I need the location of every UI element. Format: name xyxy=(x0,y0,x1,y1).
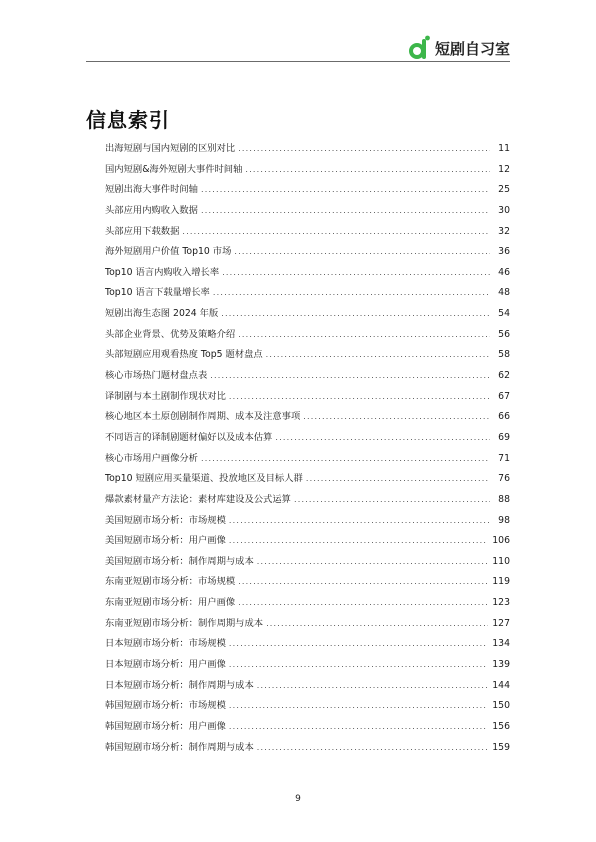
toc-entry-label: 核心市场用户画像分析 xyxy=(105,452,198,464)
toc-entry-label: 核心市场热门题材盘点表 xyxy=(105,370,208,382)
toc-entry-page: 12 xyxy=(498,163,510,175)
toc-entry[interactable] xyxy=(105,532,510,553)
toc-dot-leader xyxy=(229,660,488,669)
toc-entry[interactable] xyxy=(105,181,510,202)
toc-entry-label: Top10 语言下载量增长率 xyxy=(105,287,210,299)
toc-entry-label: 美国短剧市场分析：市场规模 xyxy=(105,514,226,526)
toc-dot-leader xyxy=(229,392,490,401)
toc-entry[interactable] xyxy=(105,264,510,285)
toc-dot-leader xyxy=(266,619,488,628)
toc-dot-leader xyxy=(238,330,490,339)
toc-dot-leader xyxy=(238,144,490,153)
toc-entry-label: 头部应用下载数据 xyxy=(105,225,180,237)
toc-entry-page: 156 xyxy=(492,720,510,732)
toc-dot-leader xyxy=(213,288,490,297)
toc-entry[interactable] xyxy=(105,512,510,533)
toc-dot-leader xyxy=(234,247,490,256)
toc-entry-label: 日本短剧市场分析：制作周期与成本 xyxy=(105,679,254,691)
page-number: 9 xyxy=(295,794,301,804)
toc-dot-leader xyxy=(229,516,490,525)
toc-entry-page: 134 xyxy=(492,638,510,650)
toc-dot-leader xyxy=(306,474,490,483)
toc-entry-label: 美国短剧市场分析：用户画像 xyxy=(105,535,226,547)
toc-entry-label: 核心地区本土原创剧制作周期、成本及注意事项 xyxy=(105,411,301,423)
toc-dot-leader xyxy=(201,185,490,194)
toc-entry[interactable] xyxy=(105,470,510,491)
toc-entry-page: 25 xyxy=(498,184,510,196)
toc-entry-page: 67 xyxy=(498,390,510,402)
toc-entry-label: 头部短剧应用观看热度 Top5 题材盘点 xyxy=(105,349,263,361)
toc-entry-label: 出海短剧与国内短剧的区别对比 xyxy=(105,143,236,154)
toc-entry[interactable] xyxy=(105,429,510,450)
toc-entry-page: 69 xyxy=(498,431,510,443)
toc-dot-leader xyxy=(210,371,490,380)
toc-entry-page: 144 xyxy=(492,679,510,691)
toc-dot-leader xyxy=(221,309,490,318)
toc-entry-label: 头部应用内购收入数据 xyxy=(105,204,198,216)
toc-entry[interactable] xyxy=(105,594,510,615)
toc-entry-label: Top10 短剧应用买量渠道、投放地区及目标人群 xyxy=(105,473,303,485)
toc-entry[interactable] xyxy=(105,367,510,388)
toc-entry-label: 不同语言的译制剧题材偏好以及成本估算 xyxy=(105,431,273,443)
toc-entry-label: 爆款素材量产方法论：素材库建设及公式运算 xyxy=(105,493,291,505)
toc-entry-label: 日本短剧市场分析：市场规模 xyxy=(105,638,226,650)
toc-entry[interactable] xyxy=(105,161,510,182)
toc-entry-page: 32 xyxy=(498,225,510,237)
toc-entry-page: 56 xyxy=(498,328,510,340)
toc-dot-leader xyxy=(257,743,488,752)
toc-entry-label: Top10 语言内购收入增长率 xyxy=(105,266,220,278)
toc-entry-label: 短剧出海生态图 2024 年版 xyxy=(105,308,219,320)
toc-entry-page: 106 xyxy=(492,535,510,547)
toc-entry-label: 美国短剧市场分析：制作周期与成本 xyxy=(105,555,254,567)
toc-dot-leader xyxy=(229,639,488,648)
toc-entry[interactable] xyxy=(105,388,510,409)
toc-entry-page: 127 xyxy=(492,617,510,629)
toc-entry[interactable] xyxy=(105,491,510,512)
toc-entry-label: 韩国短剧市场分析：制作周期与成本 xyxy=(105,741,254,753)
toc-entry[interactable] xyxy=(105,553,510,574)
toc-entry-label: 韩国短剧市场分析：市场规模 xyxy=(105,700,226,712)
toc-dot-leader xyxy=(182,227,490,236)
brand-logo xyxy=(409,34,510,62)
toc-entry[interactable] xyxy=(105,615,510,636)
toc-entry-page: 98 xyxy=(498,514,510,526)
toc-entry[interactable] xyxy=(105,346,510,367)
toc-entry-page: 71 xyxy=(498,452,510,464)
toc-entry[interactable] xyxy=(105,697,510,718)
toc-dot-leader xyxy=(257,557,488,566)
toc-dot-leader xyxy=(201,206,490,215)
toc-entry-page: 30 xyxy=(498,204,510,216)
toc-entry[interactable] xyxy=(105,450,510,471)
toc-entry-page: 110 xyxy=(492,555,510,567)
toc-entry-label: 海外短剧用户价值 Top10 市场 xyxy=(105,246,232,258)
toc-entry[interactable] xyxy=(105,243,510,264)
toc-entry-page: 119 xyxy=(492,576,510,588)
toc-entry[interactable] xyxy=(105,635,510,656)
dj-logo-icon xyxy=(409,35,431,61)
toc-dot-leader xyxy=(222,268,490,277)
toc-dot-leader xyxy=(275,433,490,442)
toc-entry-page: 11 xyxy=(498,143,510,154)
toc-entry[interactable] xyxy=(105,718,510,739)
toc-entry[interactable] xyxy=(105,140,510,161)
toc-entry-label: 日本短剧市场分析：用户画像 xyxy=(105,659,226,671)
toc-entry[interactable] xyxy=(105,202,510,223)
toc-entry[interactable] xyxy=(105,305,510,326)
toc-entry-label: 韩国短剧市场分析：用户画像 xyxy=(105,720,226,732)
toc-entry-page: 48 xyxy=(498,287,510,299)
toc-dot-leader xyxy=(229,701,488,710)
toc-entry-page: 62 xyxy=(498,370,510,382)
toc-entry-label: 东南亚短剧市场分析：市场规模 xyxy=(105,576,236,588)
toc-dot-leader xyxy=(257,681,488,690)
toc-dot-leader xyxy=(229,536,488,545)
toc-dot-leader xyxy=(266,350,490,359)
toc-dot-leader xyxy=(245,165,490,174)
toc-entry-page: 123 xyxy=(492,597,510,609)
header-divider xyxy=(86,61,510,62)
toc-entry-label: 国内短剧&海外短剧大事件时间轴 xyxy=(105,163,243,175)
toc-entry-page: 139 xyxy=(492,659,510,671)
toc-entry[interactable] xyxy=(105,739,510,760)
toc-dot-leader xyxy=(229,722,488,731)
toc-entry[interactable] xyxy=(105,223,510,244)
toc-dot-leader xyxy=(238,598,488,607)
toc-dot-leader xyxy=(303,412,490,421)
toc-dot-leader xyxy=(294,495,490,504)
toc-entry-label: 东南亚短剧市场分析：制作周期与成本 xyxy=(105,617,264,629)
toc-entry-page: 66 xyxy=(498,411,510,423)
toc-entry-label: 头部企业背景、优势及策略介绍 xyxy=(105,328,236,340)
toc-entry-label: 东南亚短剧市场分析：用户画像 xyxy=(105,597,236,609)
page-header xyxy=(0,0,596,62)
toc-entry-page: 54 xyxy=(498,308,510,320)
toc-entry[interactable] xyxy=(105,284,510,305)
toc-entry-page: 150 xyxy=(492,700,510,712)
toc-entry-label: 短剧出海大事件时间轴 xyxy=(105,184,198,196)
brand-name: 短剧自习室 xyxy=(434,39,510,58)
toc-entry-page: 46 xyxy=(498,266,510,278)
table-of-contents xyxy=(105,140,510,759)
toc-dot-leader xyxy=(238,577,488,586)
toc-entry[interactable] xyxy=(105,656,510,677)
toc-entry[interactable] xyxy=(105,408,510,429)
toc-entry-page: 58 xyxy=(498,349,510,361)
toc-entry[interactable] xyxy=(105,573,510,594)
toc-entry[interactable] xyxy=(105,677,510,698)
toc-entry-label: 译制剧与本土剧制作现状对比 xyxy=(105,390,226,402)
toc-entry-page: 76 xyxy=(498,473,510,485)
toc-dot-leader xyxy=(201,454,490,463)
toc-entry-page: 88 xyxy=(498,493,510,505)
toc-entry-page: 36 xyxy=(498,246,510,258)
toc-entry-page: 159 xyxy=(492,741,510,753)
page-title: 信息索引 xyxy=(86,108,170,132)
toc-entry[interactable] xyxy=(105,326,510,347)
